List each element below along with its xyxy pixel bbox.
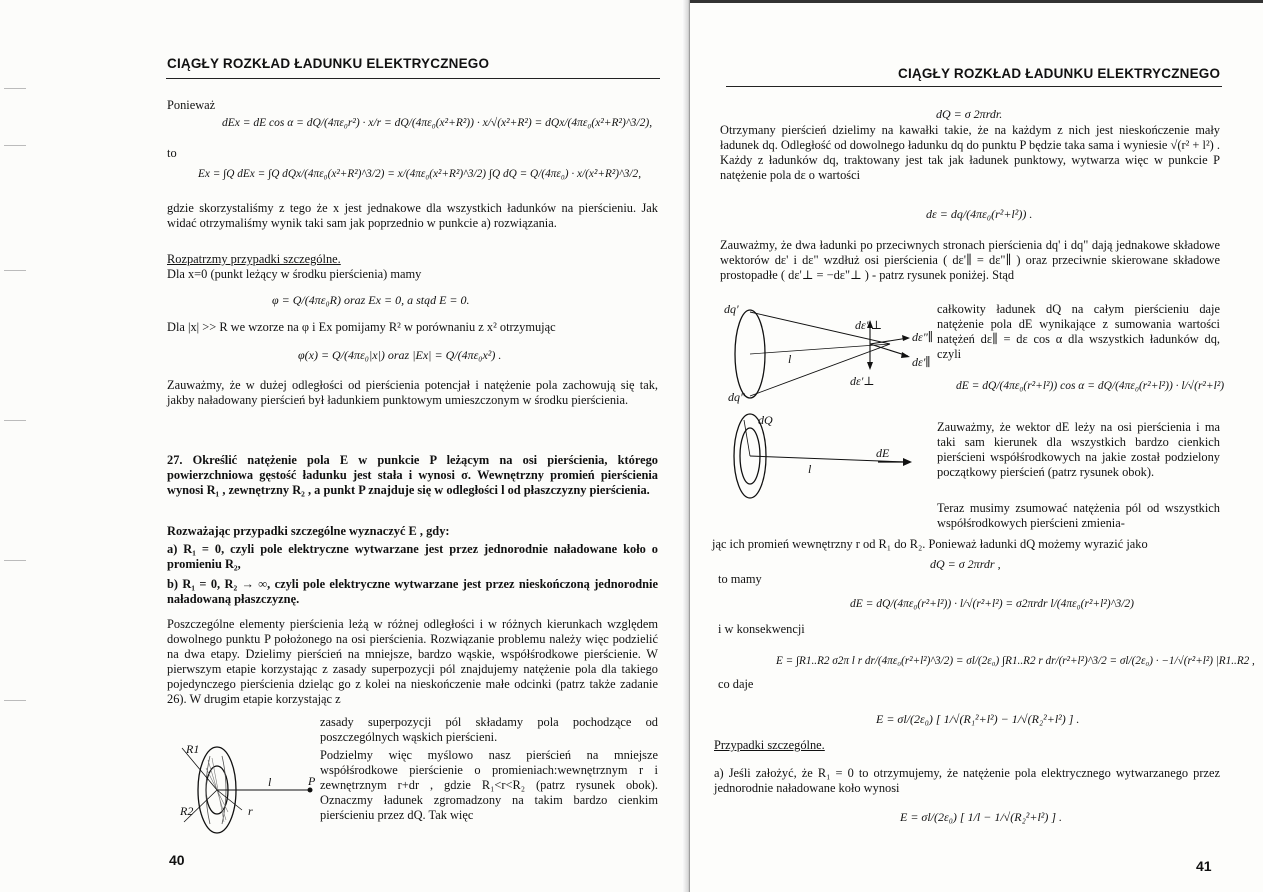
text-case-far: Dla |x| >> R we wzorze na φ i Ex pomijamy R² w porównaniu z x² otrzymując: [167, 320, 556, 334]
text-consequence: i w konsekwencji: [718, 622, 805, 636]
equation-E-integral: E = ∫R1..R2 σ2π l r dr/(4πε₀(r²+l²)^3/2) = σl/(2ε₀) ∫R1..R2 r dr/(r²+l²)^3/2 = σl/(2ε₀) · −1/√(r²+l²) |R1..R2 ,: [776, 655, 1255, 667]
equation-dQ: dQ = σ 2πrdr.: [936, 107, 1003, 121]
paragraph-axis-direction: Zauważmy, że wektor dE leży na osi pierścienia i ma taki sam kierunek dla wszystkich bardzo cienkich pierścieni współśrodkowych na jakie został podzielony początkowy pierścień (patrz rysunek obok).: [937, 420, 1220, 479]
text-to-mamy: to mamy: [718, 572, 762, 586]
fig-label-R1: R1: [186, 742, 200, 756]
paragraph-thin-rings: Podzielmy więc myślowo nasz pierścień na mniejsze współśrodkowe pierścienie o promieniach:wewnętrznym r i zewnętrznym r+dr , gdzie R₁<r<R₂ (patrz rysunek obok). Oznaczmy ładunek zgromadzony na takim bardzo cienkim pierścieniu przez dQ. Tak więc: [320, 748, 658, 822]
equation-dE-ring: dE = dQ/(4πε₀(r²+l²)) · l/√(r²+l²) = σ2πrdr l/(4πε₀(r²+l²)^3/2): [850, 598, 1134, 610]
paragraph-sum-rings: Teraz musimy zsumować natężenia pól od wszystkich współśrodkowych pierścieni zmienia-: [937, 501, 1220, 530]
special-cases-title: Rozpatrzmy przypadki szczególne.: [167, 252, 341, 266]
text-co-daje: co daje: [718, 677, 754, 691]
fig-label-de1-par: dε'∥: [912, 355, 931, 369]
equation-de: dε = dq/(4πε₀(r²+l²)) .: [926, 207, 1033, 221]
equation-dE: dE = dQ/(4πε₀(r²+l²)) cos α = dQ/(4πε₀(r²+l²)) · l/√(r²+l²): [956, 380, 1225, 392]
special-cases-title: Przypadki szczególne.: [714, 738, 825, 752]
fig-label-R2: R2: [180, 804, 194, 818]
scan-margin-mark: [4, 270, 26, 271]
paragraph-symmetry: gdzie skorzystaliśmy z tego że x jest jednakowe dla wszystkich ładunków na pierścieniu. Jak widać otrzymaliśmy wynik taki sam jak poprzednio w punkcie a) rozwiązania.: [167, 201, 658, 230]
paragraph-sum-rings-cont: jąc ich promień wewnętrzny r od R₁ do R₂. Ponieważ ładunki dQ możemy wyrazić jako: [712, 537, 1148, 551]
page-number-right: 41: [1196, 858, 1212, 874]
fig-label-dE: dE: [876, 446, 890, 460]
equation-E-disk: E = σl/(2ε₀) [ 1/l − 1/√(R₂²+l²) ] .: [900, 810, 1063, 824]
paragraph-components: Zauważmy, że dwa ładunki po przeciwnych stronach pierścienia dq' i dq" dają jednakowe składowe wektorów dε' i dε" wzdłuż osi pierścienia ( dε'∥ = dε"∥ ) oraz przeciwnie skierowane składowe prostopadłe ( dε'⊥ = −dε"⊥ ) - patrz rysunek poniżej. Stąd: [720, 238, 1220, 282]
right-page: [690, 0, 1263, 892]
fig-label-de2-par: dε"∥: [912, 330, 934, 344]
fig-label-de2-perp: dε"⊥: [855, 318, 883, 332]
equation-far-field: φ(x) = Q/(4πε₀|x|) oraz |Ex| = Q/(4πε₀x²) .: [298, 348, 502, 362]
problem-27-statement: 27. Określić natężenie pola E w punkcie P leżącym na osi pierścienia, którego powierzchniowa gęstość ładunku jest stała i wynosi σ. Wewnętrzny promień pierścienia wynosi R₁ , zewnętrzny R₂ , a punkt P znajduje się w odległości l od płaszczyzny pierścienia.: [167, 453, 658, 497]
paragraph-total-field: całkowity ładunek dQ na całym pierścieniu daje natężenie pola dE wynikające z sumowania wartości natężeń dε∥ = dε cos α dla wszystkich ładunków dq, czyli: [937, 302, 1220, 361]
equation-E-result: E = σl/(2ε₀) [ 1/√(R₁²+l²) − 1/√(R₂²+l²) ] .: [876, 712, 1080, 726]
fig-label-r: r: [248, 804, 253, 818]
fig-label-de1-perp: dε'⊥: [850, 374, 875, 388]
fig-label-l: l: [788, 352, 792, 366]
scan-margin-mark: [4, 420, 26, 421]
paragraph-case-a: a) Jeśli założyć, że R₁ = 0 to otrzymujemy, że natężenie pola elektrycznego wytwarzanego przez jednorodnie naładowane koło wynosi: [714, 766, 1220, 795]
page-number-left: 40: [169, 852, 185, 868]
equation-Ex: Ex = ∫Q dEx = ∫Q dQx/(4πε₀(x²+R²)^3/2) = x/(4πε₀(x²+R²)^3/2) ∫Q dQ = Q/(4πε₀) · x/(x²+R²)^3/2,: [198, 168, 642, 180]
scan-margin-mark: [4, 560, 26, 561]
paragraph-divide-ring: Otrzymany pierścień dzielimy na kawałki takie, że na każdym z nich jest nieskończenie mały ładunek dq. Odległość od dowolnego ładunku dq do punktu P będzie taka sama i wyniesie √(r² + l²) . Każdy z ładunków dq, traktowany jest tak jak ładunek punktowy, wytwarza więc w punkcie P natężenie pola dε o wartości: [720, 123, 1220, 182]
text-to: to: [167, 146, 177, 160]
paragraph-method: Poszczególne elementy pierścienia leżą w różnej odległości i w różnych kierunkach względem dowolnego punktu P położonego na osi pierścienia. Rozwiązanie problemu należy więc podzielić na dwa etapy. Dzielimy pierścień na mniejsze, bardzo wąskie, współśrodkowe pierścienie. W pierwszym etapie korzystając z zasady superpozycji pól znajdujemy natężenie pola dla takiego pojedynczego pierścienia dzieląc go z kolei na nieskończenie małe odcinki (patrz także zadanie 26). W drugim etapie korzystając z: [167, 617, 658, 706]
equation-center: φ = Q/(4πε₀R) oraz Ex = 0, a stąd E = 0.: [272, 293, 470, 307]
scan-margin-mark: [4, 700, 26, 701]
text-poniewaz: Ponieważ: [167, 98, 216, 112]
problem-27-consider: Rozważając przypadki szczególne wyznaczyć E , gdy:: [167, 524, 450, 538]
header-rule: [166, 78, 660, 79]
paragraph-point-charge: Zauważmy, że w dużej odległości od pierścienia potencjał i natężenie pola zachowują się tak, jakby naładowany pierścień był ładunkiem punktowym umieszczonym w środku pierścienia.: [167, 378, 658, 407]
fig-label-l2: l: [808, 462, 812, 476]
equation-dEx: dEx = dE cos α = dQ/(4πε₀r²) · x/r = dQ/(4πε₀(x²+R²)) · x/√(x²+R²) = dQx/(4πε₀(x²+R²)^3/2),: [222, 117, 653, 129]
running-header: CIĄGŁY ROZKŁAD ŁADUNKU ELEKTRYCZNEGO: [898, 66, 1221, 81]
problem-27-case-a: a) R₁ = 0, czyli pole elektryczne wytwarzane jest przez jednorodnie naładowane koło o promieniu R₂,: [167, 542, 658, 571]
fig-label-dQ: dQ: [758, 413, 773, 427]
text-case-x0: Dla x=0 (punkt leżący w środku pierścienia) mamy: [167, 267, 422, 281]
equation-dQ-again: dQ = σ 2πrdr ,: [930, 557, 1001, 571]
fig-label-l: l: [268, 775, 272, 789]
fig-label-dq-double-prime: dq": [728, 390, 746, 404]
scan-margin-mark: [4, 145, 26, 146]
fig-label-P: P: [308, 774, 316, 788]
charge-pair-figure: [720, 300, 942, 408]
running-header: CIĄGŁY ROZKŁAD ŁADUNKU ELEKTRYCZNEGO: [167, 56, 490, 71]
top-edge: [690, 0, 1263, 3]
problem-27-case-b: b) R₁ = 0, R₂ → ∞, czyli pole elektryczne wytwarzane jest przez nieskończoną jednorodnie naładowaną płaszczyznę.: [167, 577, 658, 606]
fig-label-dq-prime: dq': [724, 302, 739, 316]
scan-margin-mark: [4, 88, 26, 89]
header-rule: [726, 86, 1222, 87]
paragraph-superposition: zasady superpozycji pól składamy pola pochodzące od poszczególnych wąskich pierścieni.: [320, 715, 658, 744]
